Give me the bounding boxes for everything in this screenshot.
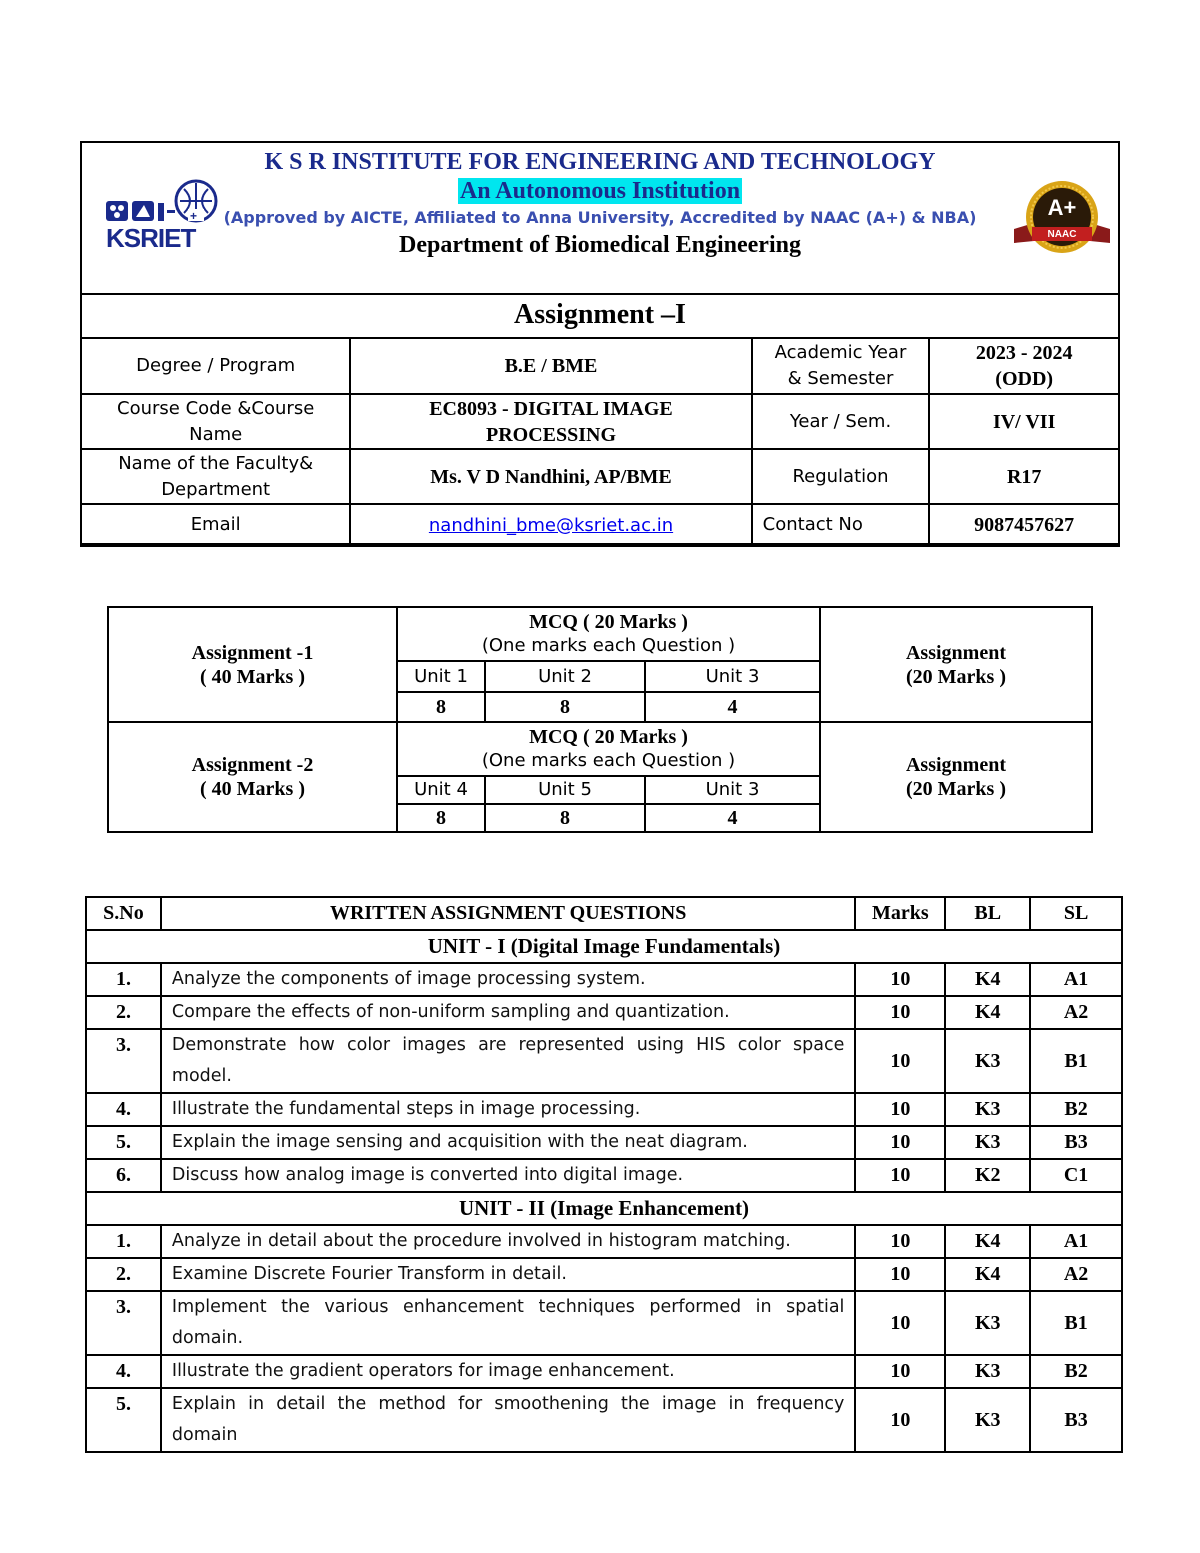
question-text: Illustrate the fundamental steps in image processing. <box>161 1093 856 1126</box>
svg-text:+: + <box>190 209 198 223</box>
question-text: Compare the effects of non-uniform sampling and quantization. <box>161 996 856 1029</box>
naac-badge-icon <box>1012 177 1112 267</box>
question-number: 4. <box>86 1355 161 1388</box>
course-info-table <box>80 337 1120 547</box>
naac-label: NAAC <box>1047 229 1077 240</box>
written-assignment-marks: (20 Marks ) <box>906 778 1006 800</box>
written-assignment-marks: (20 Marks ) <box>906 665 1006 688</box>
table-row <box>86 963 1122 996</box>
col-header: Marks <box>855 897 945 930</box>
mcq-title: MCQ ( 20 Marks ) <box>529 611 688 633</box>
question-sl: A1 <box>1030 1225 1122 1258</box>
question-bl: K2 <box>945 1159 1030 1192</box>
unit-header-row <box>86 930 1122 963</box>
question-text: Illustrate the gradient operators for image enhancement. <box>161 1355 856 1388</box>
question-sl: B3 <box>1030 1126 1122 1159</box>
col-header: BL <box>945 897 1030 930</box>
question-text: Examine Discrete Fourier Transform in detail. <box>161 1258 856 1291</box>
regulation-label: Regulation <box>752 449 930 504</box>
question-bl: K4 <box>945 996 1030 1029</box>
question-text: Discuss how analog image is converted into digital image. <box>161 1159 856 1192</box>
question-sl: B3 <box>1030 1388 1122 1452</box>
question-number: 1. <box>86 963 161 996</box>
table-row <box>86 1355 1122 1388</box>
table-row <box>86 1388 1122 1452</box>
questions-body <box>86 930 1122 1452</box>
mcq-title: MCQ ( 20 Marks ) <box>529 726 688 748</box>
assignment-2-marks: ( 40 Marks ) <box>200 778 305 800</box>
year-label-1: Academic Year <box>774 342 907 363</box>
question-sl: A1 <box>1030 963 1122 996</box>
assignment-title: Assignment –I <box>82 293 1118 339</box>
question-bl: K3 <box>945 1093 1030 1126</box>
unit-title: UNIT - I (Digital Image Fundamentals) <box>86 930 1122 963</box>
year-label-2: & Semester <box>787 368 894 389</box>
question-bl: K4 <box>945 1225 1030 1258</box>
sem-value: IV/ VII <box>929 394 1119 449</box>
question-marks: 10 <box>855 1225 945 1258</box>
year-value-2: (ODD) <box>995 368 1054 390</box>
question-text: Explain the image sensing and acquisition with the neat diagram. <box>161 1126 856 1159</box>
question-number: 5. <box>86 1388 161 1452</box>
table-row <box>81 338 1119 394</box>
unit-count: 4 <box>645 692 820 722</box>
table-row <box>81 449 1119 504</box>
ksriet-logo-text: KSRIET <box>106 223 196 253</box>
degree-value: B.E / BME <box>350 338 751 394</box>
question-marks: 10 <box>855 1291 945 1355</box>
table-row <box>81 394 1119 449</box>
faculty-label-2: Department <box>161 478 271 500</box>
table-row <box>86 1258 1122 1291</box>
question-bl: K3 <box>945 1126 1030 1159</box>
question-marks: 10 <box>855 1029 945 1093</box>
question-number: 4. <box>86 1093 161 1126</box>
marks-distribution-table <box>107 606 1093 833</box>
written-assignment: Assignment <box>905 641 1006 664</box>
mcq-subtitle: (One marks each Question ) <box>481 635 736 656</box>
faculty-label-1: Name of the Faculty& <box>118 452 314 474</box>
header-box <box>80 141 1120 545</box>
table-row <box>86 1291 1122 1355</box>
degree-label: Degree / Program <box>81 338 350 394</box>
question-sl: B1 <box>1030 1029 1122 1093</box>
question-sl: B1 <box>1030 1291 1122 1355</box>
table-row <box>108 607 1092 661</box>
question-number: 5. <box>86 1126 161 1159</box>
assignment-1-marks: ( 40 Marks ) <box>200 665 305 688</box>
question-marks: 10 <box>855 1126 945 1159</box>
table-row <box>86 1126 1122 1159</box>
unit-label: Unit 4 <box>397 776 485 804</box>
question-text: Analyze the components of image processing system. <box>161 963 856 996</box>
question-number: 1. <box>86 1225 161 1258</box>
unit-count: 8 <box>397 692 485 722</box>
contact-label: Contact No <box>752 504 930 546</box>
question-marks: 10 <box>855 1355 945 1388</box>
course-label-2: Name <box>189 423 243 445</box>
contact-value: 9087457627 <box>929 504 1119 546</box>
autonomous-label: An Autonomous Institution <box>459 178 741 204</box>
sem-label: Year / Sem. <box>752 394 930 449</box>
questions-table <box>85 896 1123 1453</box>
question-sl: A2 <box>1030 1258 1122 1291</box>
course-value-1: EC8093 - DIGITAL IMAGE <box>429 397 673 420</box>
question-text: Implement the various enhancement techniques performed in spatial domain. <box>161 1291 856 1355</box>
unit-label: Unit 5 <box>485 776 645 804</box>
unit-label: Unit 3 <box>645 776 820 804</box>
question-marks: 10 <box>855 1159 945 1192</box>
institute-header <box>82 143 1118 295</box>
table-row <box>86 1159 1122 1192</box>
question-marks: 10 <box>855 1258 945 1291</box>
question-bl: K4 <box>945 1258 1030 1291</box>
institute-name: K S R INSTITUTE FOR ENGINEERING AND TECHNOLOGY <box>264 149 936 175</box>
question-bl: K3 <box>945 1291 1030 1355</box>
unit-label: Unit 3 <box>645 661 820 692</box>
question-marks: 10 <box>855 963 945 996</box>
table-row <box>108 722 1092 776</box>
course-value-2: PROCESSING <box>485 423 617 446</box>
question-number: 2. <box>86 1258 161 1291</box>
question-number: 3. <box>86 1029 161 1093</box>
question-marks: 10 <box>855 1093 945 1126</box>
faculty-value: Ms. V D Nandhini, AP/BME <box>350 449 751 504</box>
col-header: WRITTEN ASSIGNMENT QUESTIONS <box>161 897 856 930</box>
table-row <box>86 1029 1122 1093</box>
question-bl: K3 <box>945 1029 1030 1093</box>
question-marks: 10 <box>855 996 945 1029</box>
unit-label: Unit 2 <box>485 661 645 692</box>
written-assignment: Assignment <box>905 754 1006 776</box>
table-row <box>86 1093 1122 1126</box>
question-bl: K3 <box>945 1355 1030 1388</box>
unit-count: 8 <box>485 804 645 832</box>
question-sl: A2 <box>1030 996 1122 1029</box>
unit-count: 8 <box>397 804 485 832</box>
year-value-1: 2023 - 2024 <box>975 342 1073 364</box>
table-row <box>81 504 1119 546</box>
table-row <box>86 996 1122 1029</box>
naac-grade: A+ <box>1047 195 1077 220</box>
question-sl: B2 <box>1030 1355 1122 1388</box>
approval-line: (Approved by AICTE, Affiliated to Anna University, Accredited by NAAC (A+) & NBA) <box>223 208 977 227</box>
question-number: 3. <box>86 1291 161 1355</box>
mcq-subtitle: (One marks each Question ) <box>481 750 736 771</box>
assignment-2-name: Assignment -2 <box>191 754 314 776</box>
unit-label: Unit 1 <box>397 661 485 692</box>
table-row <box>86 1225 1122 1258</box>
question-number: 2. <box>86 996 161 1029</box>
question-marks: 10 <box>855 1388 945 1452</box>
question-sl: B2 <box>1030 1093 1122 1126</box>
question-sl: C1 <box>1030 1159 1122 1192</box>
question-bl: K4 <box>945 963 1030 996</box>
question-number: 6. <box>86 1159 161 1192</box>
unit-count: 8 <box>485 692 645 722</box>
col-header: SL <box>1030 897 1122 930</box>
question-text: Demonstrate how color images are represented using HIS color space model. <box>161 1029 856 1093</box>
table-header-row <box>86 897 1122 930</box>
col-header: S.No <box>86 897 161 930</box>
unit-count: 4 <box>645 804 820 832</box>
email-label: Email <box>81 504 350 546</box>
question-text: Analyze in detail about the procedure involved in histogram matching. <box>161 1225 856 1258</box>
question-text: Explain in detail the method for smoothening the image in frequency domain <box>161 1388 856 1452</box>
assignment-1-name: Assignment -1 <box>191 641 314 664</box>
question-bl: K3 <box>945 1388 1030 1452</box>
unit-title: UNIT - II (Image Enhancement) <box>86 1192 1122 1225</box>
regulation-value: R17 <box>929 449 1119 504</box>
unit-header-row <box>86 1192 1122 1225</box>
course-label-1: Course Code &Course <box>117 397 315 419</box>
email-link[interactable]: nandhini_bme@ksriet.ac.in <box>428 514 674 536</box>
department-name: Department of Biomedical Engineering <box>399 232 801 258</box>
